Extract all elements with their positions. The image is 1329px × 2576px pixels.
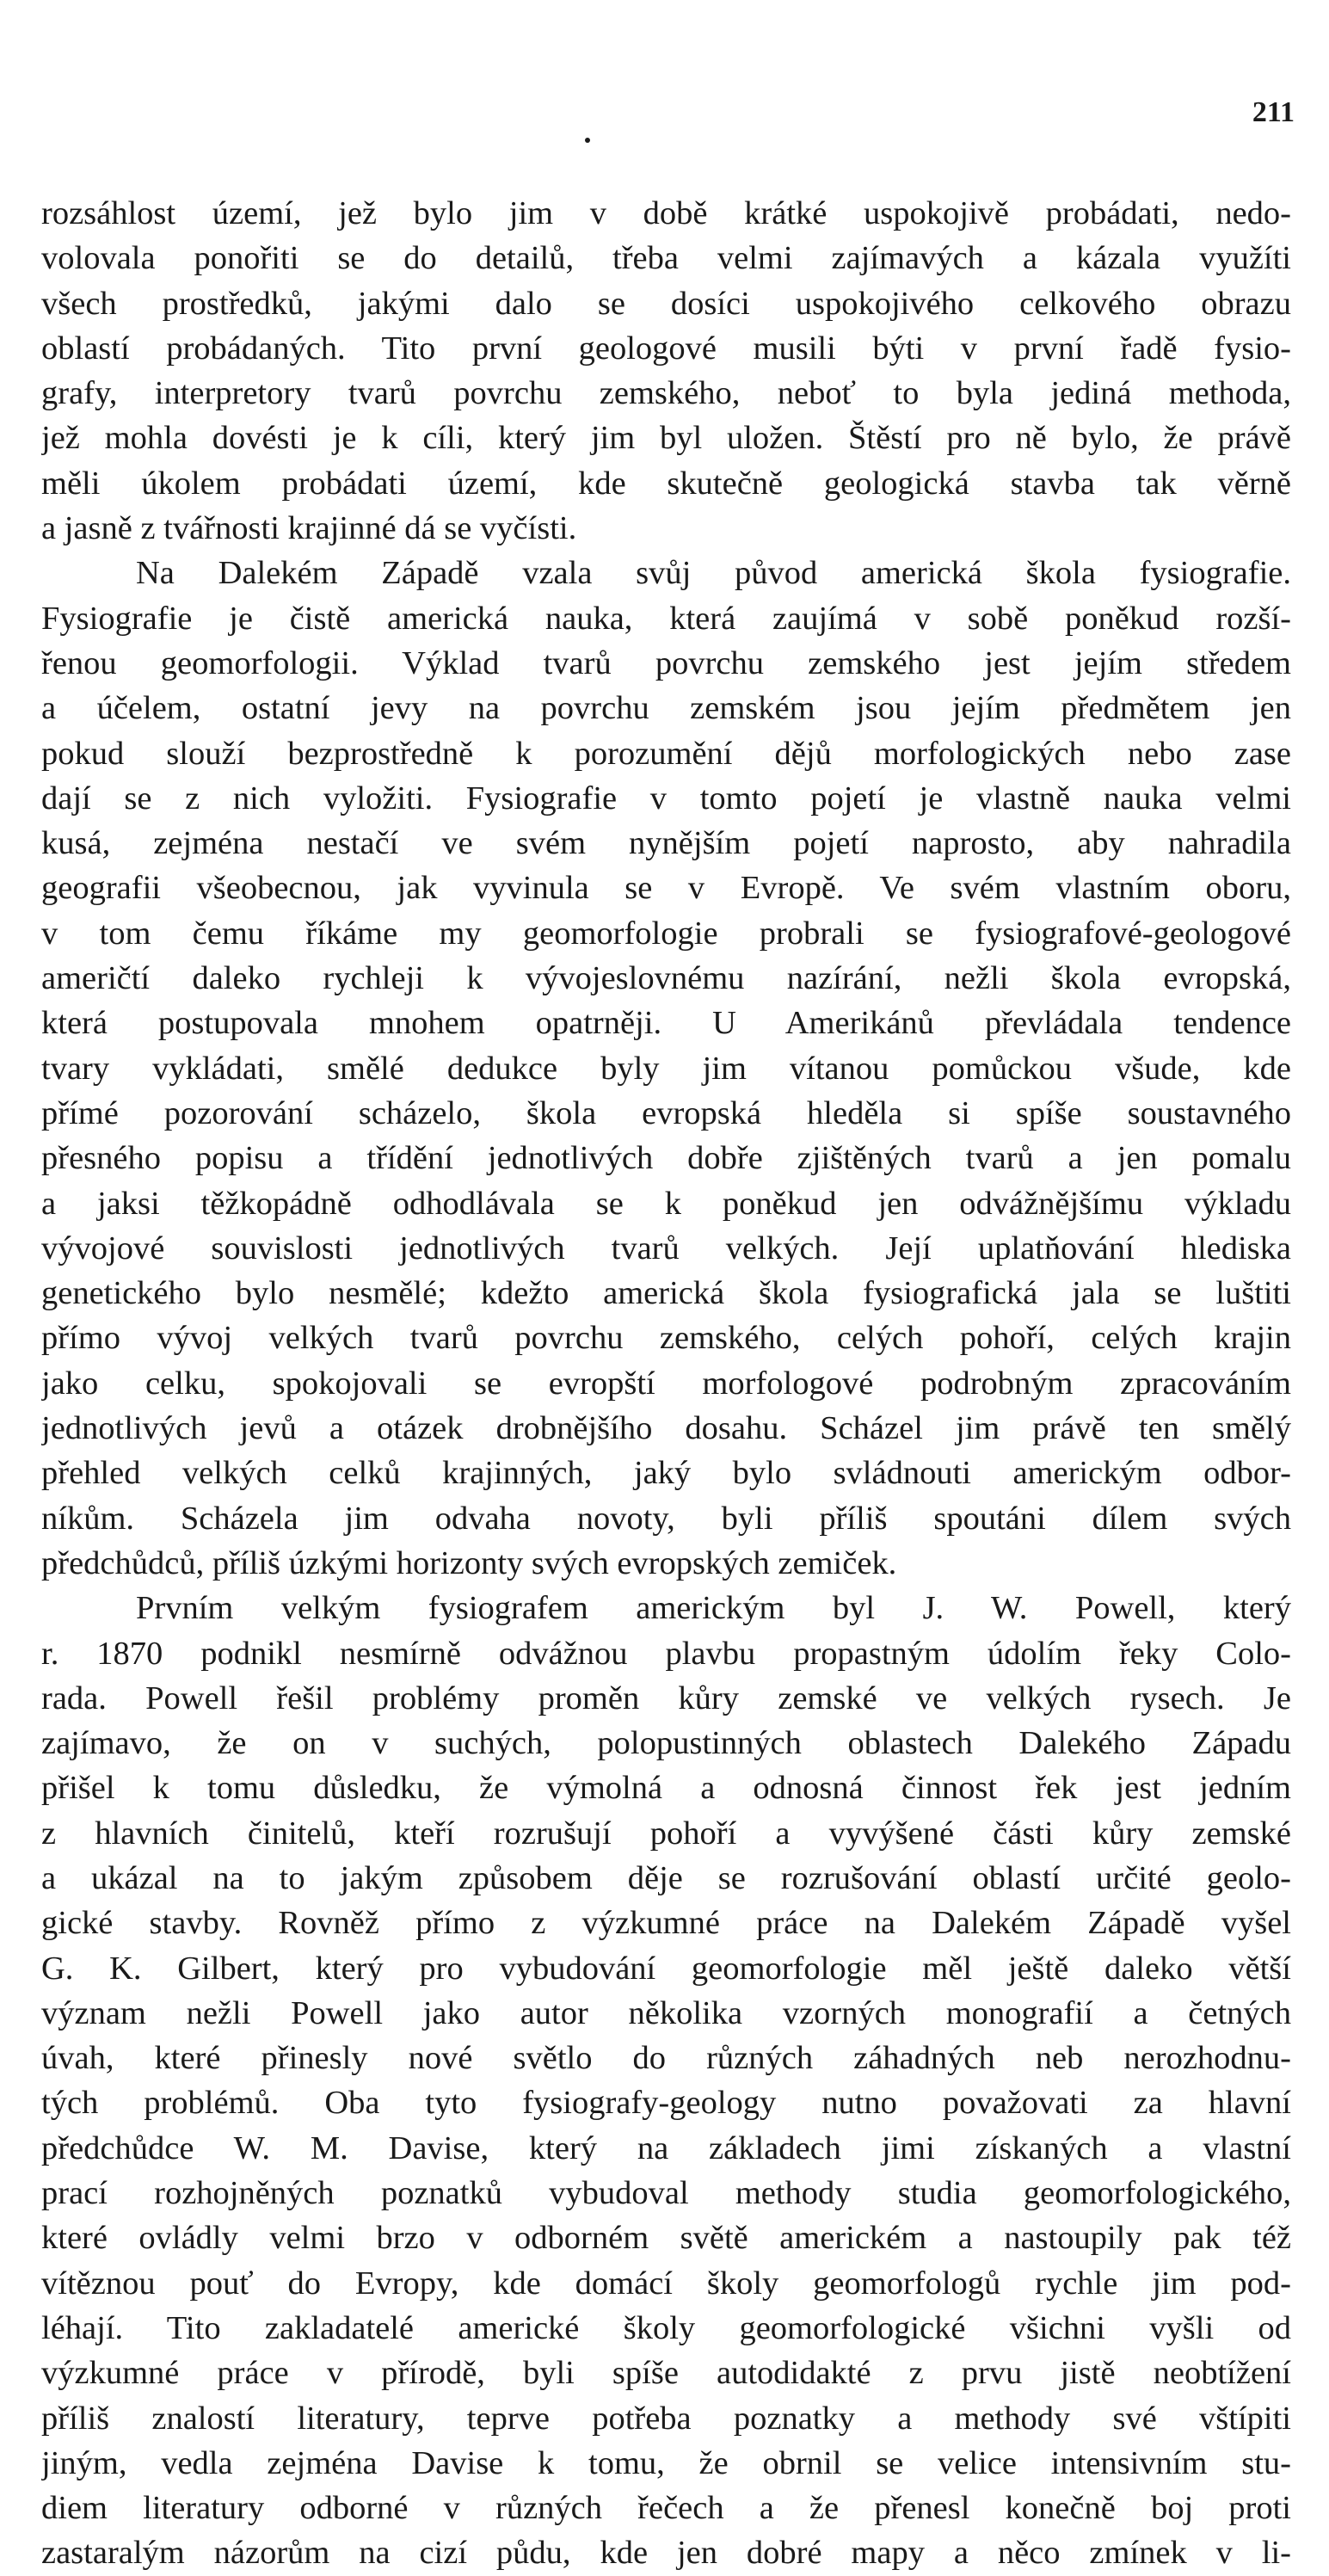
text-line: jiným, vedla zejména Davise k tomu, že obrnil se velice intensivním stu- <box>41 2444 1291 2481</box>
text-line: kusá, zejména nestačí ve svém nynějším pojetí naprosto, aby nahradila <box>41 825 1291 862</box>
text-line: přesného popisu a třídění jednotlivých dobře zjištěných tvarů a jen pomalu <box>41 1140 1291 1177</box>
text-line: která postupovala mnohem opatrněji. U Amerikánů převládala tendence <box>41 1005 1291 1042</box>
text-line: zastaralým názorům na cizí půdu, kde jen dobré mapy a něco zmínek v li- <box>41 2535 1291 2572</box>
text-line: přehled velkých celků krajinných, jaký bylo svládnouti americkým odbor- <box>41 1455 1291 1492</box>
text-line: jednotlivých jevů a otázek drobnějšího dosahu. Scházel jim právě ten smělý <box>41 1410 1291 1447</box>
text-line: z hlavních činitelů, kteří rozrušují pohoří a vyvýšené části kůry zemské <box>41 1815 1291 1852</box>
body-text <box>41 191 1291 2576</box>
text-line: oblastí probádaných. Tito první geologové musili býti v první řadě fysio- <box>41 330 1291 367</box>
text-line: Prvním velkým fysiografem americkým byl J. W. Powell, který <box>136 1590 1291 1627</box>
text-line: příliš znalostí literatury, teprve potřeba poznatky a methody své vštípiti <box>41 2400 1291 2437</box>
text-line: Fysiografie je čistě americká nauka, která zaujímá v sobě poněkud rozší- <box>41 600 1291 637</box>
text-line: genetického bylo nesmělé; kdežto americká škola fysiografická jala se luštiti <box>41 1275 1291 1312</box>
text-line: měli úkolem probádati území, kde skutečně geologická stavba tak věrně <box>41 465 1291 502</box>
text-line: diem literatury odborné v různých řečech a že přenesl konečně boj proti <box>41 2490 1291 2527</box>
text-line: které ovládly velmi brzo v odborném světě americkém a nastoupily pak též <box>41 2220 1291 2257</box>
text-line: úvah, které přinesly nové světlo do různých záhadných neb nerozhodnu- <box>41 2040 1291 2077</box>
print-dot <box>585 138 590 143</box>
text-line: jako celku, spokojovali se evropští morfologové podrobným zpracováním <box>41 1365 1291 1402</box>
text-line: význam nežli Powell jako autor několika vzorných monografií a četných <box>41 1994 1291 2031</box>
text-line: prací rozhojněných poznatků vybudoval methody studia geomorfologického, <box>41 2175 1291 2212</box>
text-line: výzkumné práce v přírodě, byli spíše autodidakté z prvu jistě neobtížení <box>41 2355 1291 2392</box>
text-line: předchůdců, příliš úzkými horizonty svých evropských zemiček. <box>41 1544 897 1581</box>
text-line: gické stavby. Rovněž přímo z výzkumné práce na Dalekém Západě vyšel <box>41 1905 1291 1942</box>
text-line: tvary vykládati, smělé dedukce byly jim vítanou pomůckou všude, kde <box>41 1050 1291 1087</box>
text-line: vývojové souvislosti jednotlivých tvarů velkých. Její uplatňování hlediska <box>41 1229 1291 1266</box>
text-line: američtí daleko rychleji k vývojeslovnému nazírání, nežli škola evropská, <box>41 960 1291 997</box>
text-line: rada. Powell řešil problémy proměn kůry zemské ve velkých rysech. Je <box>41 1679 1291 1716</box>
text-line: rozsáhlost území, jež bylo jim v době krátké uspokojivě probádati, nedo- <box>41 195 1291 231</box>
text-line: pokud slouží bezprostředně k porozumění dějů morfologických nebo zase <box>41 735 1291 772</box>
text-line: jež mohla dovésti je k cíli, který jim byl uložen. Štěstí pro ně bylo, že právě <box>41 420 1291 457</box>
text-line: volovala ponořiti se do detailů, třeba velmi zajímavých a kázala využíti <box>41 240 1291 277</box>
text-line: grafy, interpretory tvarů povrchu zemského, neboť to byla jediná methoda, <box>41 375 1291 412</box>
text-line: všech prostředků, jakými dalo se dosíci uspokojivého celkového obrazu <box>41 285 1291 322</box>
text-line: přímé pozorování scházelo, škola evropská hleděla si spíše soustavného <box>41 1094 1291 1131</box>
text-line: léhají. Tito zakladatelé americké školy geomorfologické všichni vyšli od <box>41 2309 1291 2346</box>
text-line: zajímavo, že on v suchých, polopustinných oblastech Dalekého Západu <box>41 1725 1291 1762</box>
text-line: r. 1870 podnikl nesmírně odvážnou plavbu propastným údolím řeky Colo- <box>41 1635 1291 1672</box>
text-line: vítěznou pouť do Evropy, kde domácí školy geomorfologů rychle jim pod- <box>41 2265 1291 2302</box>
text-line: a jaksi těžkopádně odhodlávala se k poněkud jen odvážnějšímu výkladu <box>41 1185 1291 1222</box>
text-line: a jasně z tvářnosti krajinné dá se vyčísti. <box>41 510 577 547</box>
text-line: G. K. Gilbert, který pro vybudování geomorfologie měl ještě daleko větší <box>41 1950 1291 1987</box>
text-line: řenou geomorfologii. Výklad tvarů povrchu zemského jest jejím středem <box>41 644 1291 681</box>
text-line: a ukázal na to jakým způsobem děje se rozrušování oblastí určité geolo- <box>41 1859 1291 1896</box>
text-line: předchůdce W. M. Davise, který na základech jimi získaných a vlastní <box>41 2129 1291 2166</box>
text-line: geografii všeobecnou, jak vyvinula se v Evropě. Ve svém vlastním oboru, <box>41 870 1291 907</box>
text-line: tých problémů. Oba tyto fysiografy-geology nutno považovati za hlavní <box>41 2085 1291 2122</box>
text-line: v tom čemu říkáme my geomorfologie probrali se fysiografové-geologové <box>41 915 1291 952</box>
text-line: přišel k tomu důsledku, že výmolná a odnosná činnost řek jest jedním <box>41 1770 1291 1807</box>
text-line: a účelem, ostatní jevy na povrchu zemském jsou jejím předmětem jen <box>41 690 1291 727</box>
text-line: přímo vývoj velkých tvarů povrchu zemského, celých pohoří, celých krajin <box>41 1320 1291 1357</box>
text-line: dají se z nich vyložiti. Fysiografie v tomto pojetí je vlastně nauka velmi <box>41 780 1291 817</box>
text-line: níkům. Scházela jim odvaha novoty, byli příliš spoutáni dílem svých <box>41 1500 1291 1537</box>
text-line: Na Dalekém Západě vzala svůj původ americká škola fysiografie. <box>136 555 1291 592</box>
page-number: 211 <box>1252 96 1295 128</box>
